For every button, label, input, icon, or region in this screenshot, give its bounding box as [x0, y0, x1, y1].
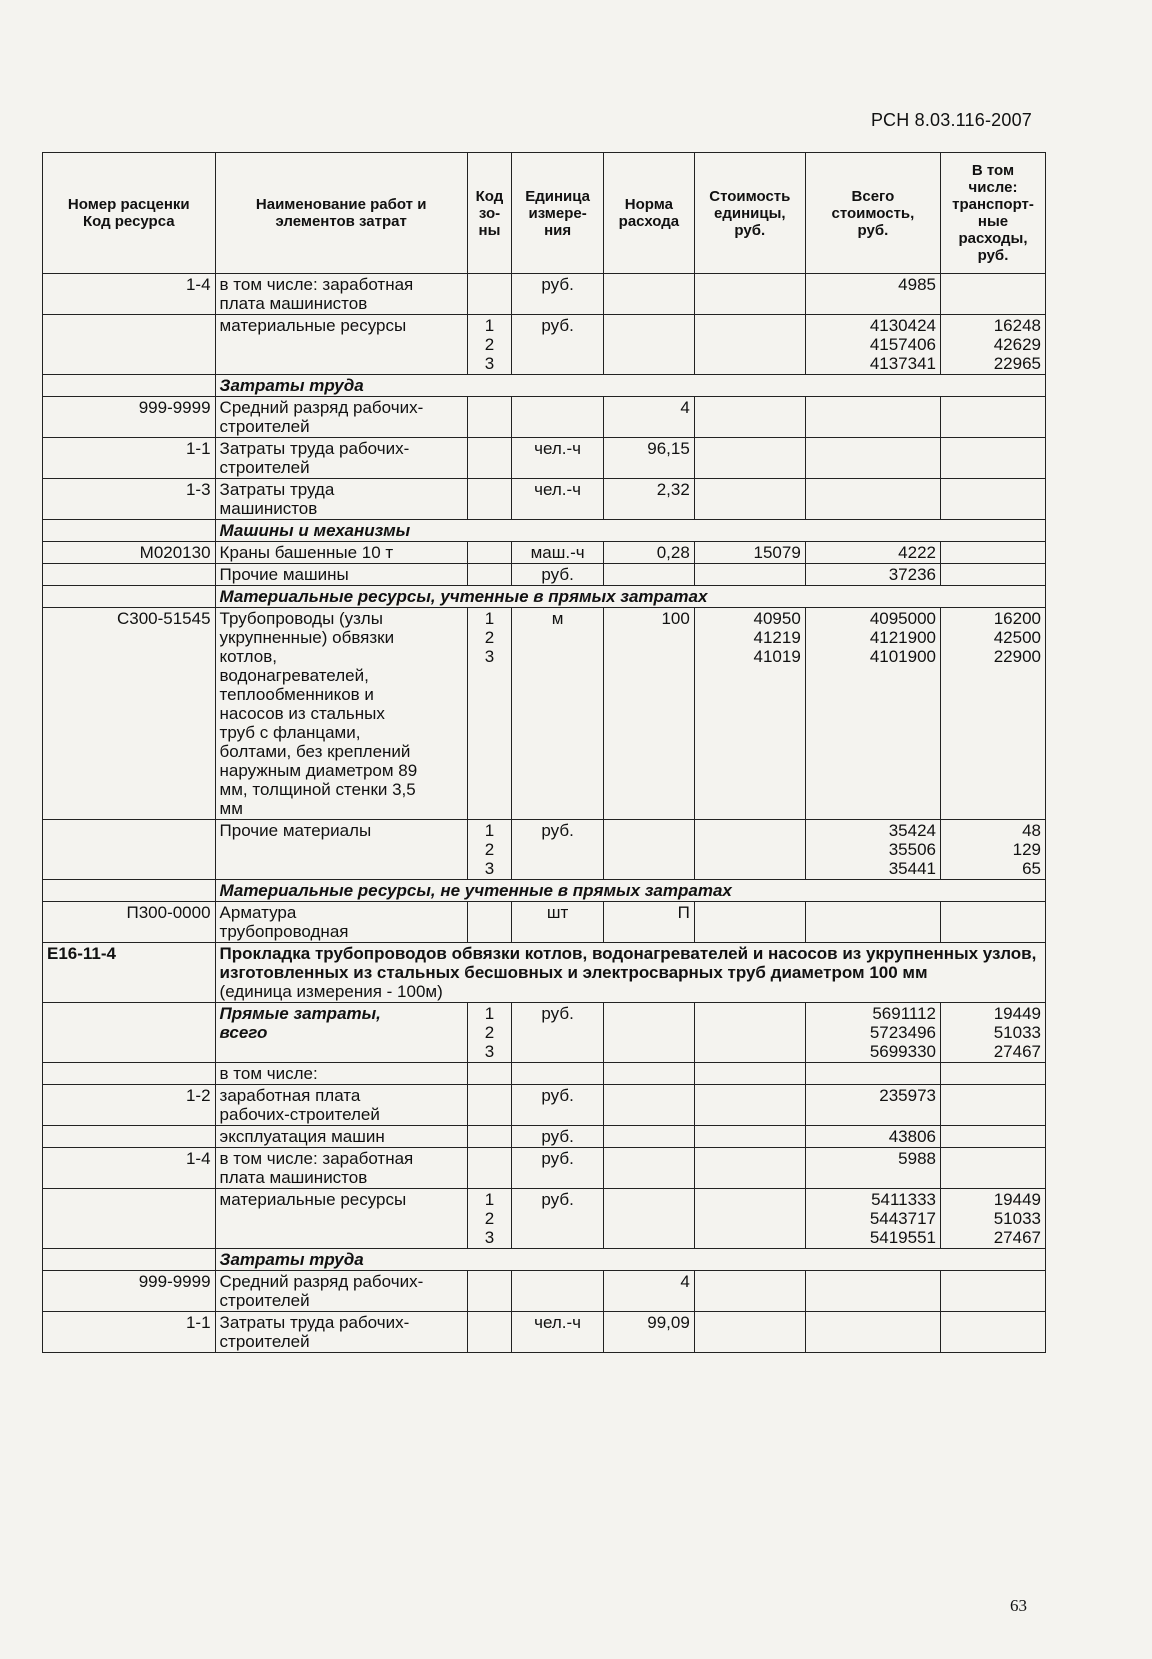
cell-unit: руб. [512, 1148, 604, 1189]
col-header-transport: В том числе: транспорт- ные расходы, руб. [941, 153, 1046, 274]
cell-total: 37236 [805, 564, 940, 586]
cell-code: М020130 [43, 542, 216, 564]
cell-name: Прямые затраты, всего [215, 1003, 467, 1063]
cell-unit: шт [512, 902, 604, 943]
cell-total: 4095000 4121900 4101900 [805, 608, 940, 820]
cell-name: Арматура трубопроводная [215, 902, 467, 943]
section-row [43, 375, 1046, 397]
cell-norm: 4 [604, 397, 695, 438]
col-header-name: Наименование работ и элементов затрат [215, 153, 467, 274]
cell-unit: маш.-ч [512, 542, 604, 564]
cell-norm: П [604, 902, 695, 943]
table-row [43, 1063, 1046, 1085]
cell-norm: 96,15 [604, 438, 695, 479]
cell-zones: 1 2 3 [467, 820, 511, 880]
cell-unit: чел.-ч [512, 1312, 604, 1353]
table-row [43, 438, 1046, 479]
cell-norm: 0,28 [604, 542, 695, 564]
table-row [43, 542, 1046, 564]
section-title: Затраты труда [215, 375, 1045, 397]
cell-name: Средний разряд рабочих- строителей [215, 397, 467, 438]
cell-code: С300-51545 [43, 608, 216, 820]
table-row [43, 1148, 1046, 1189]
section-row [43, 586, 1046, 608]
table-header-row [43, 153, 1046, 274]
table-row [43, 1085, 1046, 1126]
cell-unit: руб. [512, 315, 604, 375]
table-row [43, 1003, 1046, 1063]
cell-name: материальные ресурсы [215, 1189, 467, 1249]
cell-name: в том числе: заработная плата машинистов [215, 274, 467, 315]
col-header-norm: Норма расхода [604, 153, 695, 274]
cell-name: заработная плата рабочих-строителей [215, 1085, 467, 1126]
section-title: Затраты труда [215, 1249, 1045, 1271]
cell-total: 4985 [805, 274, 940, 315]
cell-transport: 16248 42629 22965 [941, 315, 1046, 375]
cell-total: 4130424 4157406 4137341 [805, 315, 940, 375]
col-header-code: Номер расценки Код ресурса [43, 153, 216, 274]
cell-unit: руб. [512, 1189, 604, 1249]
cell-code: 999-9999 [43, 1271, 216, 1312]
rate-title-row [43, 943, 1046, 1003]
cell-name: Краны башенные 10 т [215, 542, 467, 564]
cell-name: Затраты труда рабочих- строителей [215, 1312, 467, 1353]
table-row [43, 479, 1046, 520]
cell-norm: 99,09 [604, 1312, 695, 1353]
cell-code: 1-4 [43, 274, 216, 315]
cell-code: 999-9999 [43, 397, 216, 438]
cell-code: 1-4 [43, 1148, 216, 1189]
cell-unit-cost: 15079 [694, 542, 805, 564]
rate-code: Е16-11-4 [43, 943, 216, 1003]
document-header: РСН 8.03.116-2007 [871, 110, 1032, 130]
cell-total: 4222 [805, 542, 940, 564]
cell-norm: 4 [604, 1271, 695, 1312]
cell-code: П300-0000 [43, 902, 216, 943]
cell-transport: 19449 51033 27467 [941, 1003, 1046, 1063]
cell-unit: чел.-ч [512, 479, 604, 520]
col-header-total: Всего стоимость, руб. [805, 153, 940, 274]
cell-unit: чел.-ч [512, 438, 604, 479]
cell-total: 235973 [805, 1085, 940, 1126]
cell-name: эксплуатация машин [215, 1126, 467, 1148]
cell-zones: 1 2 3 [467, 1189, 511, 1249]
cell-name: Затраты труда машинистов [215, 479, 467, 520]
cell-norm: 2,32 [604, 479, 695, 520]
table-row [43, 315, 1046, 375]
section-row [43, 520, 1046, 542]
cell-unit-cost: 40950 41219 41019 [694, 608, 805, 820]
table-row [43, 274, 1046, 315]
table-row [43, 902, 1046, 943]
cell-transport: 16200 42500 22900 [941, 608, 1046, 820]
cell-total: 5411333 5443717 5419551 [805, 1189, 940, 1249]
table-row [43, 1271, 1046, 1312]
page-number: 63 [1010, 1596, 1027, 1615]
cell-code: 1-3 [43, 479, 216, 520]
cell-total: 5988 [805, 1148, 940, 1189]
table-row [43, 397, 1046, 438]
cell-name: Прочие машины [215, 564, 467, 586]
cell-zones: 1 2 3 [467, 315, 511, 375]
cell-unit: руб. [512, 820, 604, 880]
rate-title-cell [215, 943, 1045, 1003]
table-row [43, 1189, 1046, 1249]
section-title: Машины и механизмы [215, 520, 1045, 542]
cell-transport: 48 129 65 [941, 820, 1046, 880]
cell-zones: 1 2 3 [467, 608, 511, 820]
cell-unit: руб. [512, 1003, 604, 1063]
table-row [43, 820, 1046, 880]
cell-name: Прочие материалы [215, 820, 467, 880]
cell-name: Трубопроводы (узлы укрупненные) обвязки котлов, водонагревателей, теплообменников и насосов из стальных труб с фланцами, болтами, без креплений наружным диаметром 89 мм, толщиной стенки 3,5 мм [215, 608, 467, 820]
table-row [43, 1126, 1046, 1148]
cell-unit: руб. [512, 1126, 604, 1148]
section-title: Материальные ресурсы, учтенные в прямых затратах [215, 586, 1045, 608]
cell-zones: 1 2 3 [467, 1003, 511, 1063]
section-row [43, 1249, 1046, 1271]
col-header-unit: Единица измере- ния [512, 153, 604, 274]
cell-name: Средний разряд рабочих- строителей [215, 1271, 467, 1312]
cell-code: 1-1 [43, 1312, 216, 1353]
table-row [43, 608, 1046, 820]
section-row [43, 880, 1046, 902]
cell-norm: 100 [604, 608, 695, 820]
rate-table [42, 152, 1046, 1353]
cell-unit: руб. [512, 564, 604, 586]
cell-name: Затраты труда рабочих- строителей [215, 438, 467, 479]
table-row [43, 564, 1046, 586]
rate-title: Прокладка трубопроводов обвязки котлов, водонагревателей и насосов из укрупненных узлов, изготовленных из стальных бесшовных и электросварных труб диаметром 100 мм [219, 944, 1037, 982]
section-title: Материальные ресурсы, не учтенные в прямых затратах [215, 880, 1045, 902]
cell-unit: м [512, 608, 604, 820]
table-row [43, 1312, 1046, 1353]
cell-unit: руб. [512, 1085, 604, 1126]
cell-unit: руб. [512, 274, 604, 315]
col-header-zone: Код зо- ны [467, 153, 511, 274]
cell-name: материальные ресурсы [215, 315, 467, 375]
cell-code: 1-2 [43, 1085, 216, 1126]
cell-total: 5691112 5723496 5699330 [805, 1003, 940, 1063]
col-header-unit-cost: Стоимость единицы, руб. [694, 153, 805, 274]
cell-code: 1-1 [43, 438, 216, 479]
cell-total: 43806 [805, 1126, 940, 1148]
cell-total: 35424 35506 35441 [805, 820, 940, 880]
cell-name: в том числе: [215, 1063, 467, 1085]
cell-name: в том числе: заработная плата машинистов [215, 1148, 467, 1189]
cell-transport: 19449 51033 27467 [941, 1189, 1046, 1249]
rate-subtitle: (единица измерения - 100м) [219, 982, 443, 1001]
